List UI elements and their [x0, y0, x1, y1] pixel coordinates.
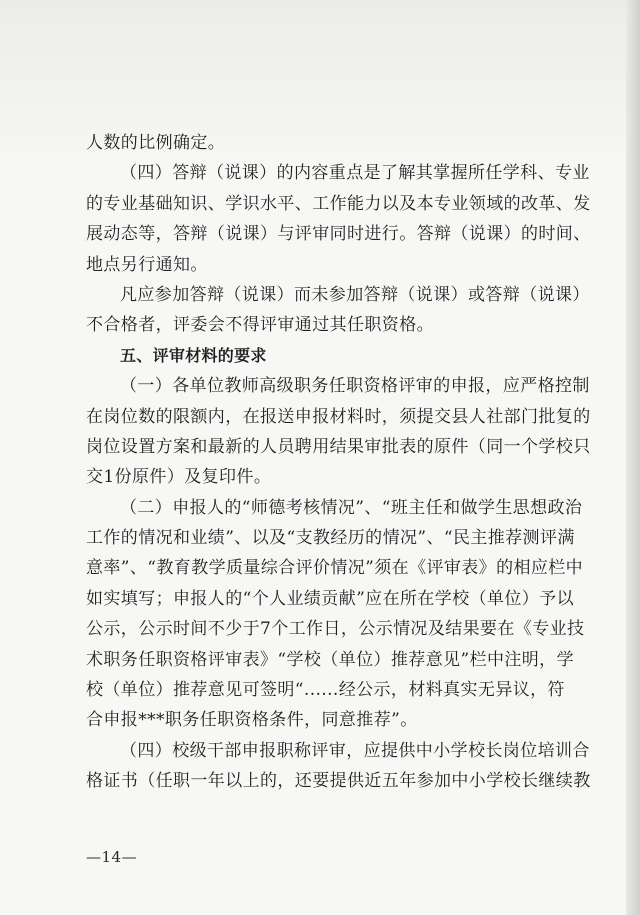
text-line: （二）申报人的“师德考核情况”、“班主任和做学生思想政治	[120, 497, 583, 518]
text-line: （一）各单位教师高级职务任职资格评审的申报，应严格控制	[120, 376, 590, 397]
page-number: —14—	[86, 848, 138, 866]
text-line: 岗位设置方案和最新的人员聘用结果审批表的原件（同一个学校只	[86, 436, 591, 457]
text-line: 的专业基础知识、学识水平、工作能力以及本专业领域的改革、发	[86, 193, 591, 214]
text-line: （四）答辩（说课）的内容重点是了解其掌握所任学科、专业	[120, 163, 590, 184]
scan-edge-shadow	[626, 0, 640, 915]
text-line: 校（单位）推荐意见可签明“......经公示，材料真实无异议，符	[86, 680, 565, 701]
text-line: 术职务任职资格评审表》“学校（单位）推荐意见”栏中注明，学	[86, 649, 574, 670]
text-line: 交1份原件）及复印件。	[86, 467, 272, 488]
text-line: 意率”、“教育教学质量综合评价情况”须在《评审表》的相应栏中	[86, 558, 584, 579]
text-line: 在岗位数的限额内，在报送申报材料时，须提交县人社部门批复的	[86, 406, 591, 427]
document-body	[86, 128, 606, 797]
text-line: 合申报***职务任职资格条件，同意推荐”。	[86, 710, 418, 731]
text-line: 凡应参加答辩（说课）而未参加答辩（说课）或答辩（说课）	[120, 284, 590, 305]
text-line: （四）校级干部申报职称评审，应提供中小学校长岗位培训合	[120, 740, 590, 761]
text-line: 工作的情况和业绩”、以及“支教经历的情况”、“民主推荐测评满	[86, 528, 575, 549]
text-line: 地点另行通知。	[86, 254, 208, 275]
text-line: 公示，公示时间不少于7个工作日，公示情况及结果要在《专业技	[86, 619, 585, 640]
section-heading: 五、评审材料的要求	[120, 345, 267, 365]
text-line: 人数的比例确定。	[86, 133, 226, 153]
text-line: 不合格者，评委会不得评审通过其任职资格。	[86, 315, 434, 336]
text-line: 展动态等，答辩（说课）与评审同时进行。答辩（说课）的时间、	[86, 224, 591, 245]
text-line: 格证书（任职一年以上的，还要提供近五年参加中小学校长继续教	[86, 771, 591, 792]
text-line: 如实填写；申报人的“个人业绩贡献”应在所在学校（单位）予以	[86, 588, 574, 609]
